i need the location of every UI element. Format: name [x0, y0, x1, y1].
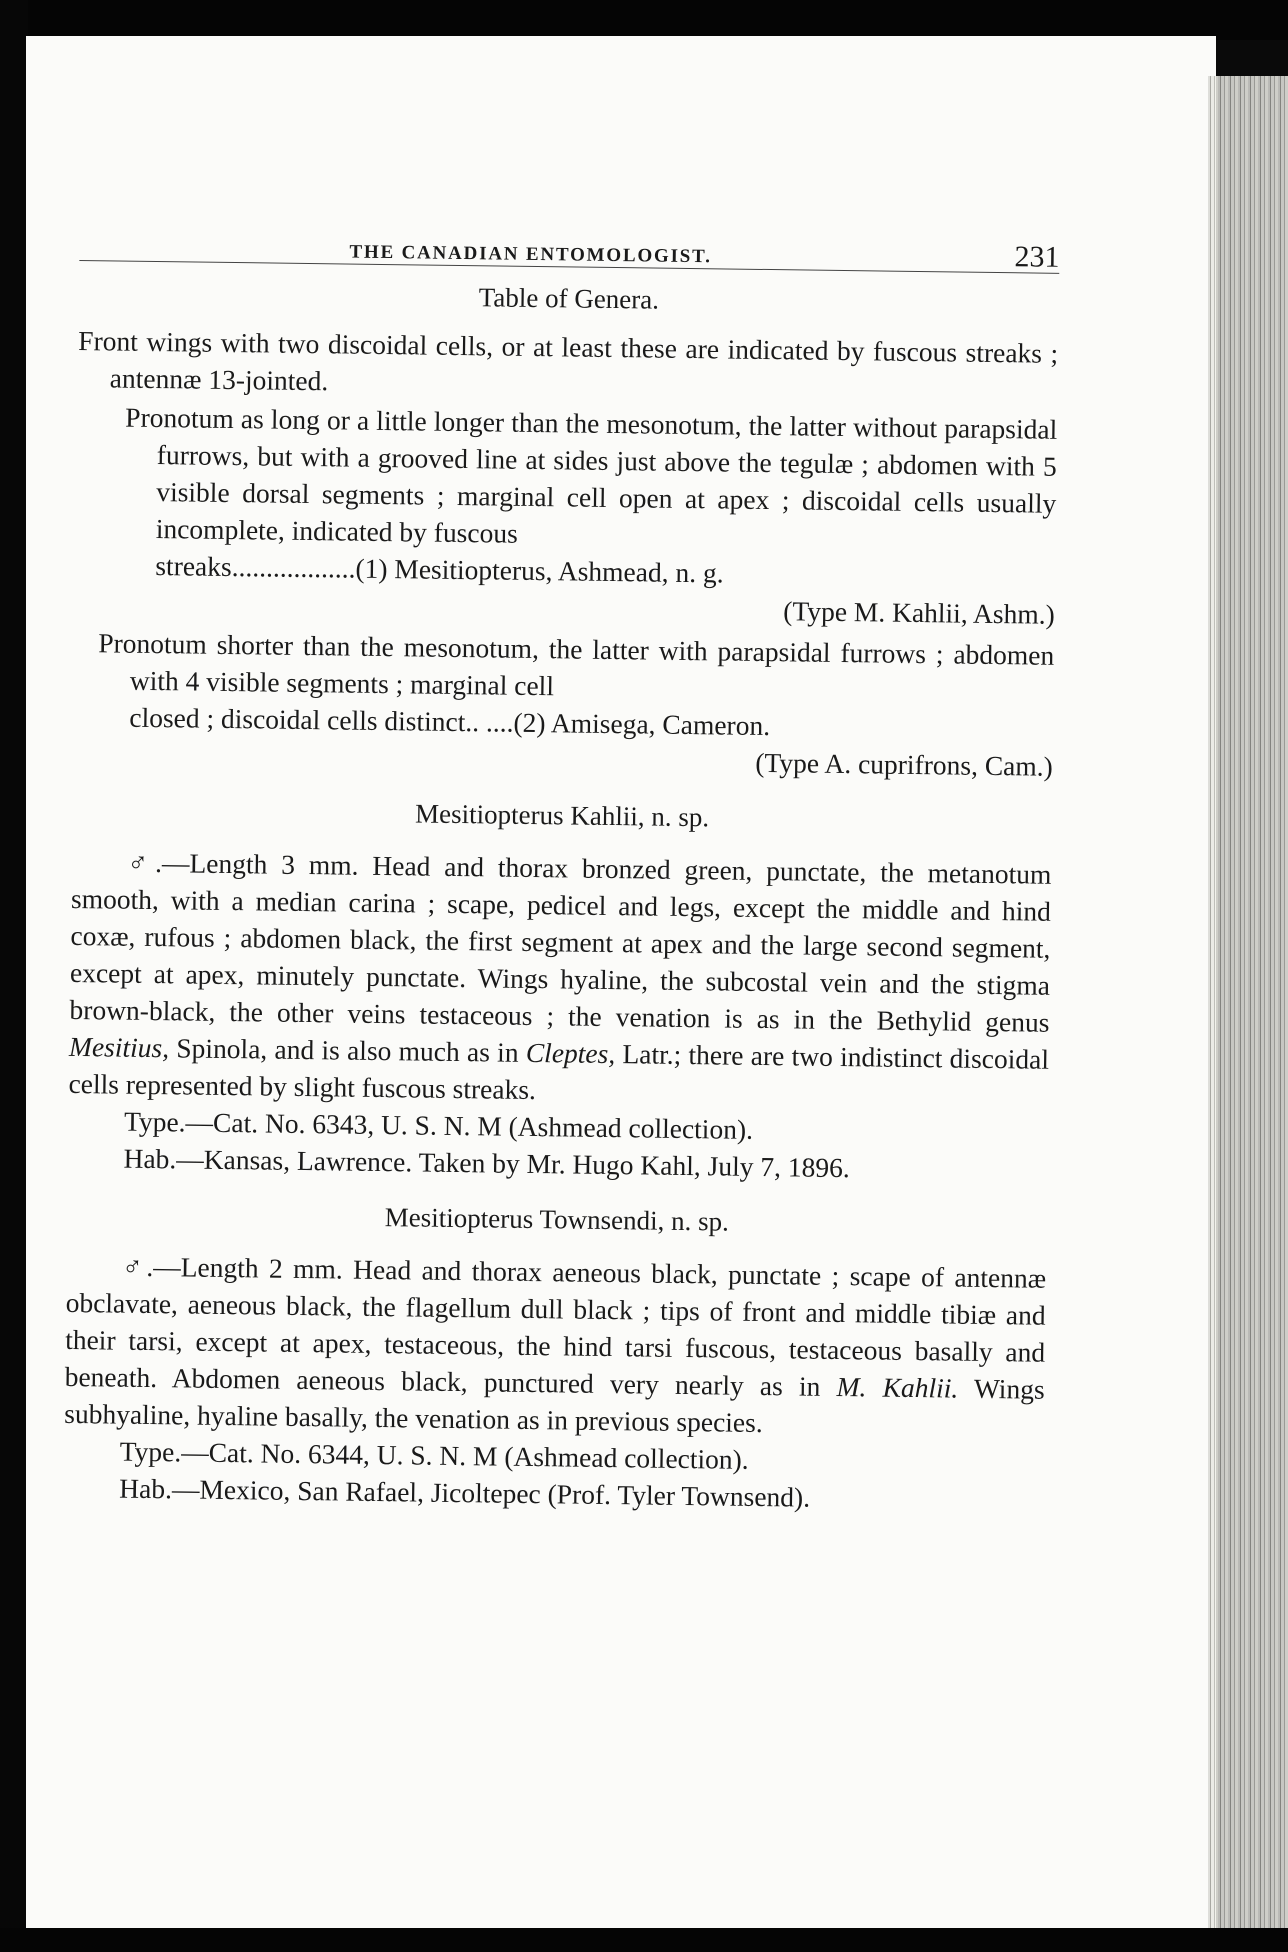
description-text: Wings subhyaline, hyaline basally, the venation as in previous species.	[64, 1372, 1045, 1439]
table-title: Table of Genera.	[478, 282, 660, 315]
species-reference: M. Kahlii.	[836, 1371, 959, 1404]
description-text: ♂.—Length 2 mm. Head and thorax aeneous black, punctate ; scape of antennæ obclavate, aeneous black, the flagellum dull black ; tips of front and middle tibiæ and their tarsi, except at apex, testaceous, the hind tarsi fuscous, testaceous basally and beneath. Abdomen aeneous black, punctured very nearly as in	[64, 1250, 1047, 1403]
key-lead-1b: Pronotum shorter than the mesonotum, the latter with parapsidal furrows ; abdomen with 4 visible segments ; marginal cell	[98, 627, 1055, 702]
genus-name: Cleptes,	[525, 1036, 616, 1070]
scan-border-left	[0, 0, 28, 1952]
page-stack-edge	[1208, 76, 1288, 1952]
species-title-kahlii: Mesitiopterus Kahlii, n. sp.	[414, 798, 710, 833]
key-lead-1: Front wings with two discoidal cells, or at least these are indicated by fuscous streaks ; antennæ 13-jointed.	[78, 324, 1059, 397]
key-lead-1b-end: closed ; discoidal cells distinct.. ....(2) Amisega, Cameron.	[129, 701, 771, 742]
key-lead-1a-type: (Type M. Kahlii, Ashm.)	[783, 595, 1055, 630]
habitat-line-kahlii: Hab.—Kansas, Lawrence. Taken by Mr. Hugo Kahl, July 7, 1896.	[123, 1142, 850, 1184]
description-text: ♂.—Length 3 mm. Head and thorax bronzed green, punctate, the metanotum smooth, with a median carina ; scape, pedicel and legs, except the middle and hind coxæ, rufous ; abdomen black, the first segment at apex and the large second segment, except at apex, minutely punctate. Wings hyaline, the subcostal vein and the stigma brown-black, the other veins testaceous ; the venation is as in the Bethylid genus	[69, 846, 1052, 1038]
species-description-kahlii	[68, 843, 1051, 1115]
key-lead-1a: Pronotum as long or a little longer than the mesonotum, the latter without parapsidal furrows, but with a grooved line at sides just above the tegulæ ; abdomen with 5 visible dorsal segments ; marginal cell open at apex ; discoidal cells usually incomplete, indicated by fuscous	[125, 401, 1058, 549]
key-lead-1a-end: streaks..................(1) Mesitiopterus, Ashmead, n. g.	[155, 550, 724, 589]
page-content	[63, 210, 1060, 1519]
scan-border-top	[0, 0, 1288, 40]
page-number: 231	[1014, 240, 1060, 274]
key-lead-1b-type: (Type A. cuprifrons, Cam.)	[755, 746, 1054, 782]
species-description-townsendi	[64, 1247, 1046, 1445]
description-text: Spinola, and is also much as in	[168, 1032, 527, 1068]
type-line-townsendi: Type.—Cat. No. 6344, U. S. N. M (Ashmead collection).	[119, 1435, 749, 1475]
species-title-townsendi: Mesitiopterus Townsendi, n. sp.	[384, 1202, 730, 1237]
description-text: Latr.; there are two indistinct discoidal cells represented by slight fuscous streaks.	[68, 1038, 1050, 1106]
type-line-kahlii: Type.—Cat. No. 6343, U. S. N. M (Ashmead collection).	[123, 1105, 754, 1145]
genus-name: Mesitius,	[68, 1030, 170, 1064]
scan-border-bottom	[0, 1928, 1288, 1952]
habitat-line-townsendi: Hab.—Mexico, San Rafael, Jicoltepec (Prof. Tyler Townsend).	[119, 1472, 811, 1513]
running-title: THE CANADIAN ENTOMOLOGIST.	[349, 241, 712, 268]
